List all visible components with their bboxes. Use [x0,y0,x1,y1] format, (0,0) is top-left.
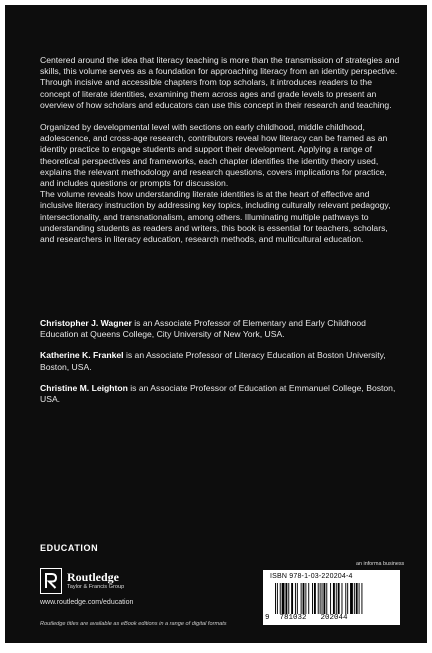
barcode-bar [333,583,335,614]
author-bio-text: is an Associate Professor of Literacy Education at Boston University, Boston, USA. [40,350,386,372]
author-bio-text: is an Associate Professor of Elementary and Early Childhood Education at Queens College, City University of New York, USA. [40,318,366,340]
barcode-digit-group-2: 202044 [320,614,348,622]
barcode-bar [277,583,278,614]
barcode-bar [295,583,296,614]
author-bio [40,383,400,405]
description-paragraph-3: The volume reveals how understanding literate identities is at the heart of effective and inclusive literacy instruction by addressing key topics, including culturally relevant pedagogy, intersectionality, and transnationalism, among others. Illuminating multiple pathways to understanding students as readers and writers, this book is essential for teachers, scholars, and researchers in literacy education, research methods, and multicultural education. [40,189,391,245]
barcode-bar [359,583,360,614]
publisher-block [40,568,124,594]
publisher-url: www.routledge.com/education [40,599,134,606]
barcode-digit-lead: 9 [265,614,270,622]
barcode-bar [345,583,346,614]
barcode-bar [354,583,355,614]
publisher-name: Routledge [67,570,119,584]
barcode-bar [338,583,340,614]
description-paragraph-2: Organized by developmental level with sections on early childhood, middle childhood, adolescence, and cross-age research, contributors reveal how literacy can be framed as an identity practice to engage students and support their development. Applying a range of theoretical perspectives and frameworks, each chapter identifies the identity theory used, explains the relevant methodology and research questions, covers implications for practice, and includes questions or prompts for discussion. [40,122,388,189]
author-bio [40,350,400,372]
barcode-bar [288,583,289,614]
description-paragraph-1: Centered around the idea that literacy teaching is more than the transmission of strategies and skills, this volume serves as a foundation for approaching literacy from an identity perspective. Through incisive and accessible chapters from top scholars, it introduces readers to the concept of literate identities, examining them across ages and grade levels to present an overview of how scholars and educators can use this concept in their research and teaching. [40,55,400,110]
barcode-panel [263,570,400,625]
barcode-bars [275,583,388,616]
barcode-bar [275,583,276,614]
barcode-bar [308,583,309,614]
barcode-bar [336,583,337,614]
barcode-bar [322,583,323,614]
barcode-bar [342,583,343,614]
formats-note: Routledge titles are available as eBook editions in a range of digital formats [40,621,227,627]
barcode-bar [320,583,321,614]
barcode-bar [326,583,327,614]
barcode-bar [285,583,287,614]
back-cover [5,5,427,643]
author-bios [40,318,400,415]
barcode-bar [297,583,298,614]
publisher-subtitle: Taylor & Francis Group [67,584,125,590]
routledge-logo-icon [40,568,62,594]
barcode-bar [301,583,302,614]
barcode-bar [356,583,358,614]
barcode-bar [312,583,313,614]
barcode-bar [282,583,285,614]
barcode-bar [314,583,316,614]
author-name: Christopher J. Wagner [40,318,132,328]
subject-category: EDUCATION [40,543,99,553]
barcode-digit-group-1: 781032 [279,614,307,622]
barcode-bar [323,583,325,614]
book-description [40,55,400,256]
author-name: Christine M. Leighton [40,382,128,393]
isbn-label: ISBN 978-1-03-220204-4 [270,573,353,580]
barcode-bar [361,583,362,614]
barcode-bar [305,583,306,614]
author-bio [40,318,400,340]
barcode-bar [350,583,353,614]
author-bio-text: is an Associate Professor of Education at Emmanuel College, Boston, USA. [40,382,396,405]
barcode-bar [330,583,331,614]
barcode-bar [347,583,348,614]
barcode-bar [303,583,305,614]
barcode-bar [291,583,293,614]
barcode-bar [280,583,281,614]
publisher-text [67,571,124,591]
barcode-digits [265,614,398,623]
barcode-bar [318,583,319,614]
author-name: Katherine K. Frankel [40,350,124,361]
parent-company: an informa business [356,561,405,567]
